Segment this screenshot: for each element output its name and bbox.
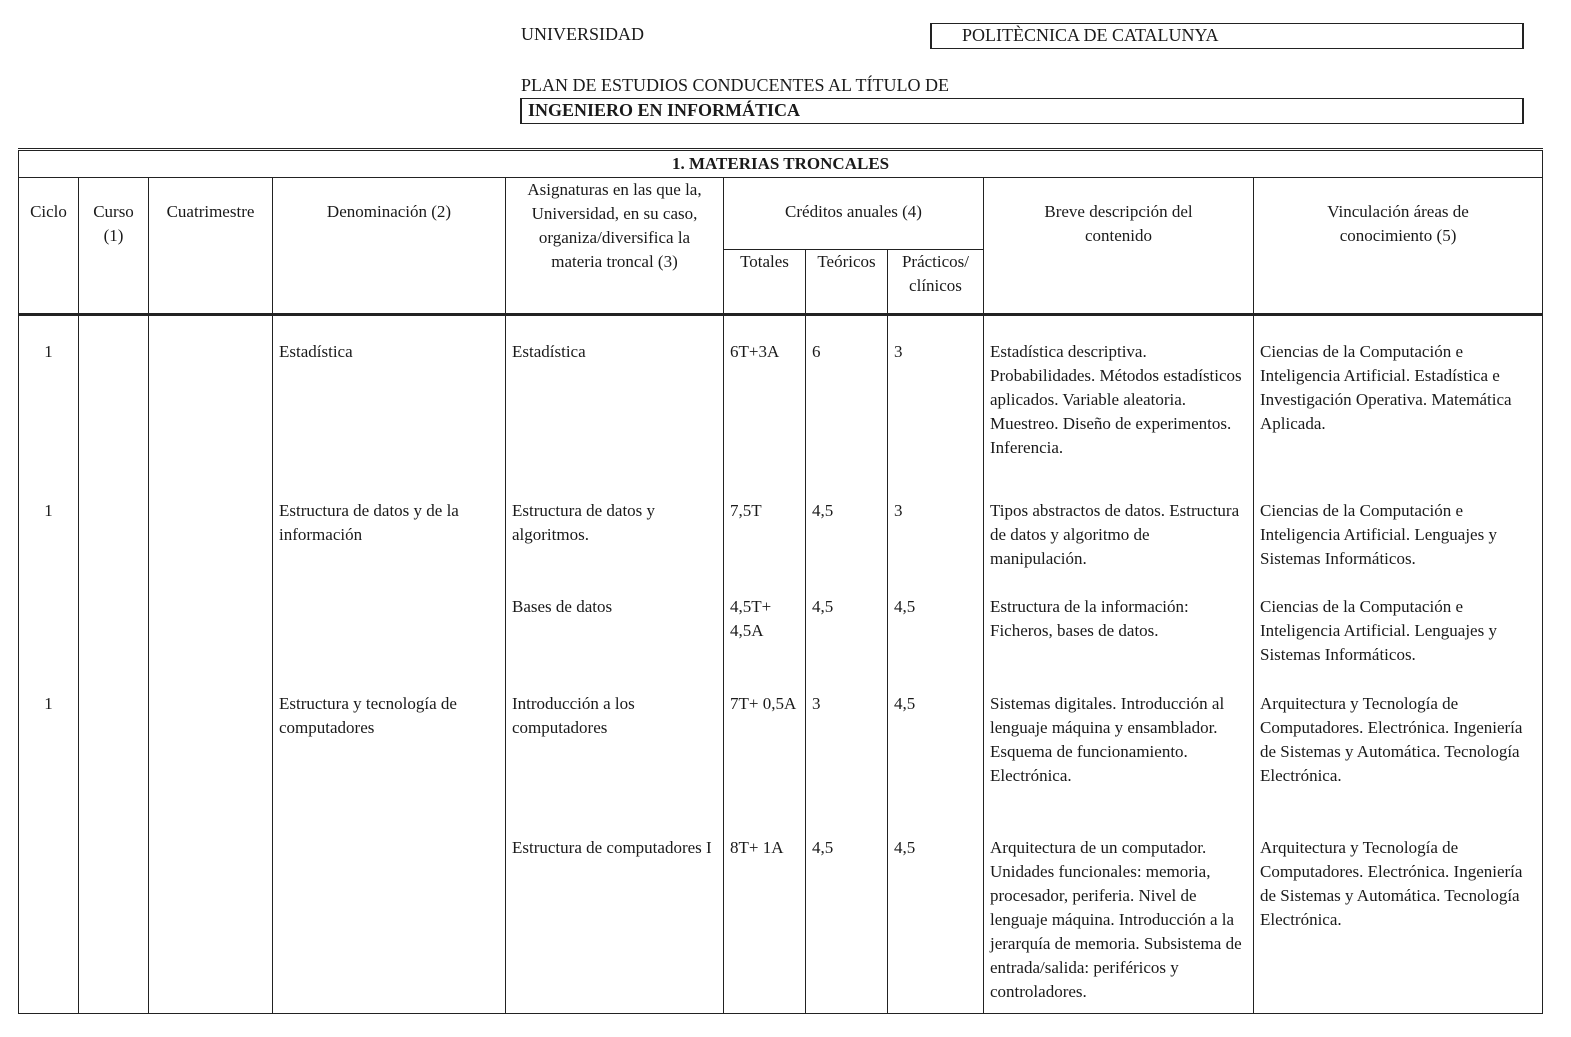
- materias-troncales-table: [18, 148, 1543, 1014]
- cell-asignatura: Estadística: [506, 315, 724, 499]
- cell-descripcion: Tipos abstractos de datos. Estructura de datos y algoritmo de manipulación.: [984, 499, 1254, 595]
- cell-vinculacion: Arquitectura y Tecnología de Computadores. Electrónica. Ingeniería de Sistemas y Automática. Tecnología Electrónica.: [1254, 692, 1543, 836]
- cell-ciclo: 1: [19, 315, 79, 499]
- col-totales: Totales: [724, 250, 806, 315]
- col-teoricos: Teóricos: [806, 250, 888, 315]
- col-curso: Curso (1): [79, 178, 149, 315]
- cell-cuatrimestre: [149, 692, 273, 836]
- cell-vinculacion: Ciencias de la Computación e Inteligencia Artificial. Estadística e Investigación Operativa. Matemática Aplicada.: [1254, 315, 1543, 499]
- cell-denominacion: Estadística: [273, 315, 506, 499]
- cell-totales: 7,5T: [724, 499, 806, 595]
- table-row: [19, 499, 1543, 595]
- cell-asignatura: Introducción a los computadores: [506, 692, 724, 836]
- table-row: [19, 692, 1543, 836]
- cell-curso: [79, 499, 149, 595]
- cell-practicos: 3: [888, 499, 984, 595]
- cell-curso: [79, 692, 149, 836]
- cell-ciclo: [19, 595, 79, 692]
- col-cuatrimestre: Cuatrimestre: [149, 178, 273, 315]
- cell-asignatura: Bases de datos: [506, 595, 724, 692]
- cell-totales: 4,5T+ 4,5A: [724, 595, 806, 692]
- table-row: [19, 836, 1543, 1014]
- col-asignaturas: Asignaturas en las que la, Universidad, en su caso, organiza/diversifica la materia troncal (3): [506, 178, 724, 315]
- col-descripcion: Breve descripción del contenido: [984, 178, 1254, 315]
- cell-denominacion: Estructura y tecnología de computadores: [273, 692, 506, 836]
- cell-practicos: 3: [888, 315, 984, 499]
- col-creditos: Créditos anuales (4): [724, 178, 984, 250]
- cell-teoricos: 4,5: [806, 836, 888, 1014]
- cell-teoricos: 3: [806, 692, 888, 836]
- cell-denominacion: [273, 595, 506, 692]
- cell-practicos: 4,5: [888, 836, 984, 1014]
- university-label: UNIVERSIDAD: [521, 24, 644, 44]
- cell-descripcion: Arquitectura de un computador. Unidades funcionales: memoria, procesador, periferia. Nivel de lenguaje máquina. Introducción a la jerarquía de memoria. Subsistema de entrada/salida: periféricos y controladores.: [984, 836, 1254, 1014]
- cell-teoricos: 4,5: [806, 499, 888, 595]
- degree-title: INGENIERO EN INFORMÁTICA: [520, 98, 1524, 124]
- cell-practicos: 4,5: [888, 595, 984, 692]
- plan-label: PLAN DE ESTUDIOS CONDUCENTES AL TÍTULO DE: [521, 75, 949, 95]
- col-denominacion: Denominación (2): [273, 178, 506, 315]
- cell-curso: [79, 836, 149, 1014]
- cell-cuatrimestre: [149, 595, 273, 692]
- cell-cuatrimestre: [149, 836, 273, 1014]
- table-row: [19, 595, 1543, 692]
- cell-ciclo: 1: [19, 692, 79, 836]
- cell-totales: 6T+3A: [724, 315, 806, 499]
- table-title: 1. MATERIAS TRONCALES: [19, 150, 1543, 178]
- table-row: [19, 315, 1543, 499]
- cell-teoricos: 4,5: [806, 595, 888, 692]
- cell-descripcion: Estadística descriptiva. Probabilidades. Métodos estadísticos aplicados. Variable aleatoria. Muestreo. Diseño de experimentos. Inferencia.: [984, 315, 1254, 499]
- cell-curso: [79, 315, 149, 499]
- cell-totales: 8T+ 1A: [724, 836, 806, 1014]
- cell-denominacion: Estructura de datos y de la información: [273, 499, 506, 595]
- cell-vinculacion: Ciencias de la Computación e Inteligencia Artificial. Lenguajes y Sistemas Informáticos.: [1254, 499, 1543, 595]
- cell-vinculacion: Arquitectura y Tecnología de Computadores. Electrónica. Ingeniería de Sistemas y Automática. Tecnología Electrónica.: [1254, 836, 1543, 1014]
- cell-curso: [79, 595, 149, 692]
- cell-descripcion: Estructura de la información: Ficheros, bases de datos.: [984, 595, 1254, 692]
- cell-vinculacion: Ciencias de la Computación e Inteligencia Artificial. Lenguajes y Sistemas Informáticos.: [1254, 595, 1543, 692]
- university-name: POLITÈCNICA DE CATALUNYA: [930, 23, 1524, 49]
- cell-teoricos: 6: [806, 315, 888, 499]
- col-ciclo: Ciclo: [19, 178, 79, 315]
- cell-totales: 7T+ 0,5A: [724, 692, 806, 836]
- col-practicos: Prácticos/ clínicos: [888, 250, 984, 315]
- cell-ciclo: [19, 836, 79, 1014]
- cell-cuatrimestre: [149, 315, 273, 499]
- cell-ciclo: 1: [19, 499, 79, 595]
- cell-asignatura: Estructura de computadores I: [506, 836, 724, 1014]
- col-vinculacion: Vinculación áreas de conocimiento (5): [1254, 178, 1543, 315]
- cell-cuatrimestre: [149, 499, 273, 595]
- cell-practicos: 4,5: [888, 692, 984, 836]
- cell-denominacion: [273, 836, 506, 1014]
- cell-asignatura: Estructura de datos y algoritmos.: [506, 499, 724, 595]
- cell-descripcion: Sistemas digitales. Introducción al lenguaje máquina y ensamblador. Esquema de funcionamiento. Electrónica.: [984, 692, 1254, 836]
